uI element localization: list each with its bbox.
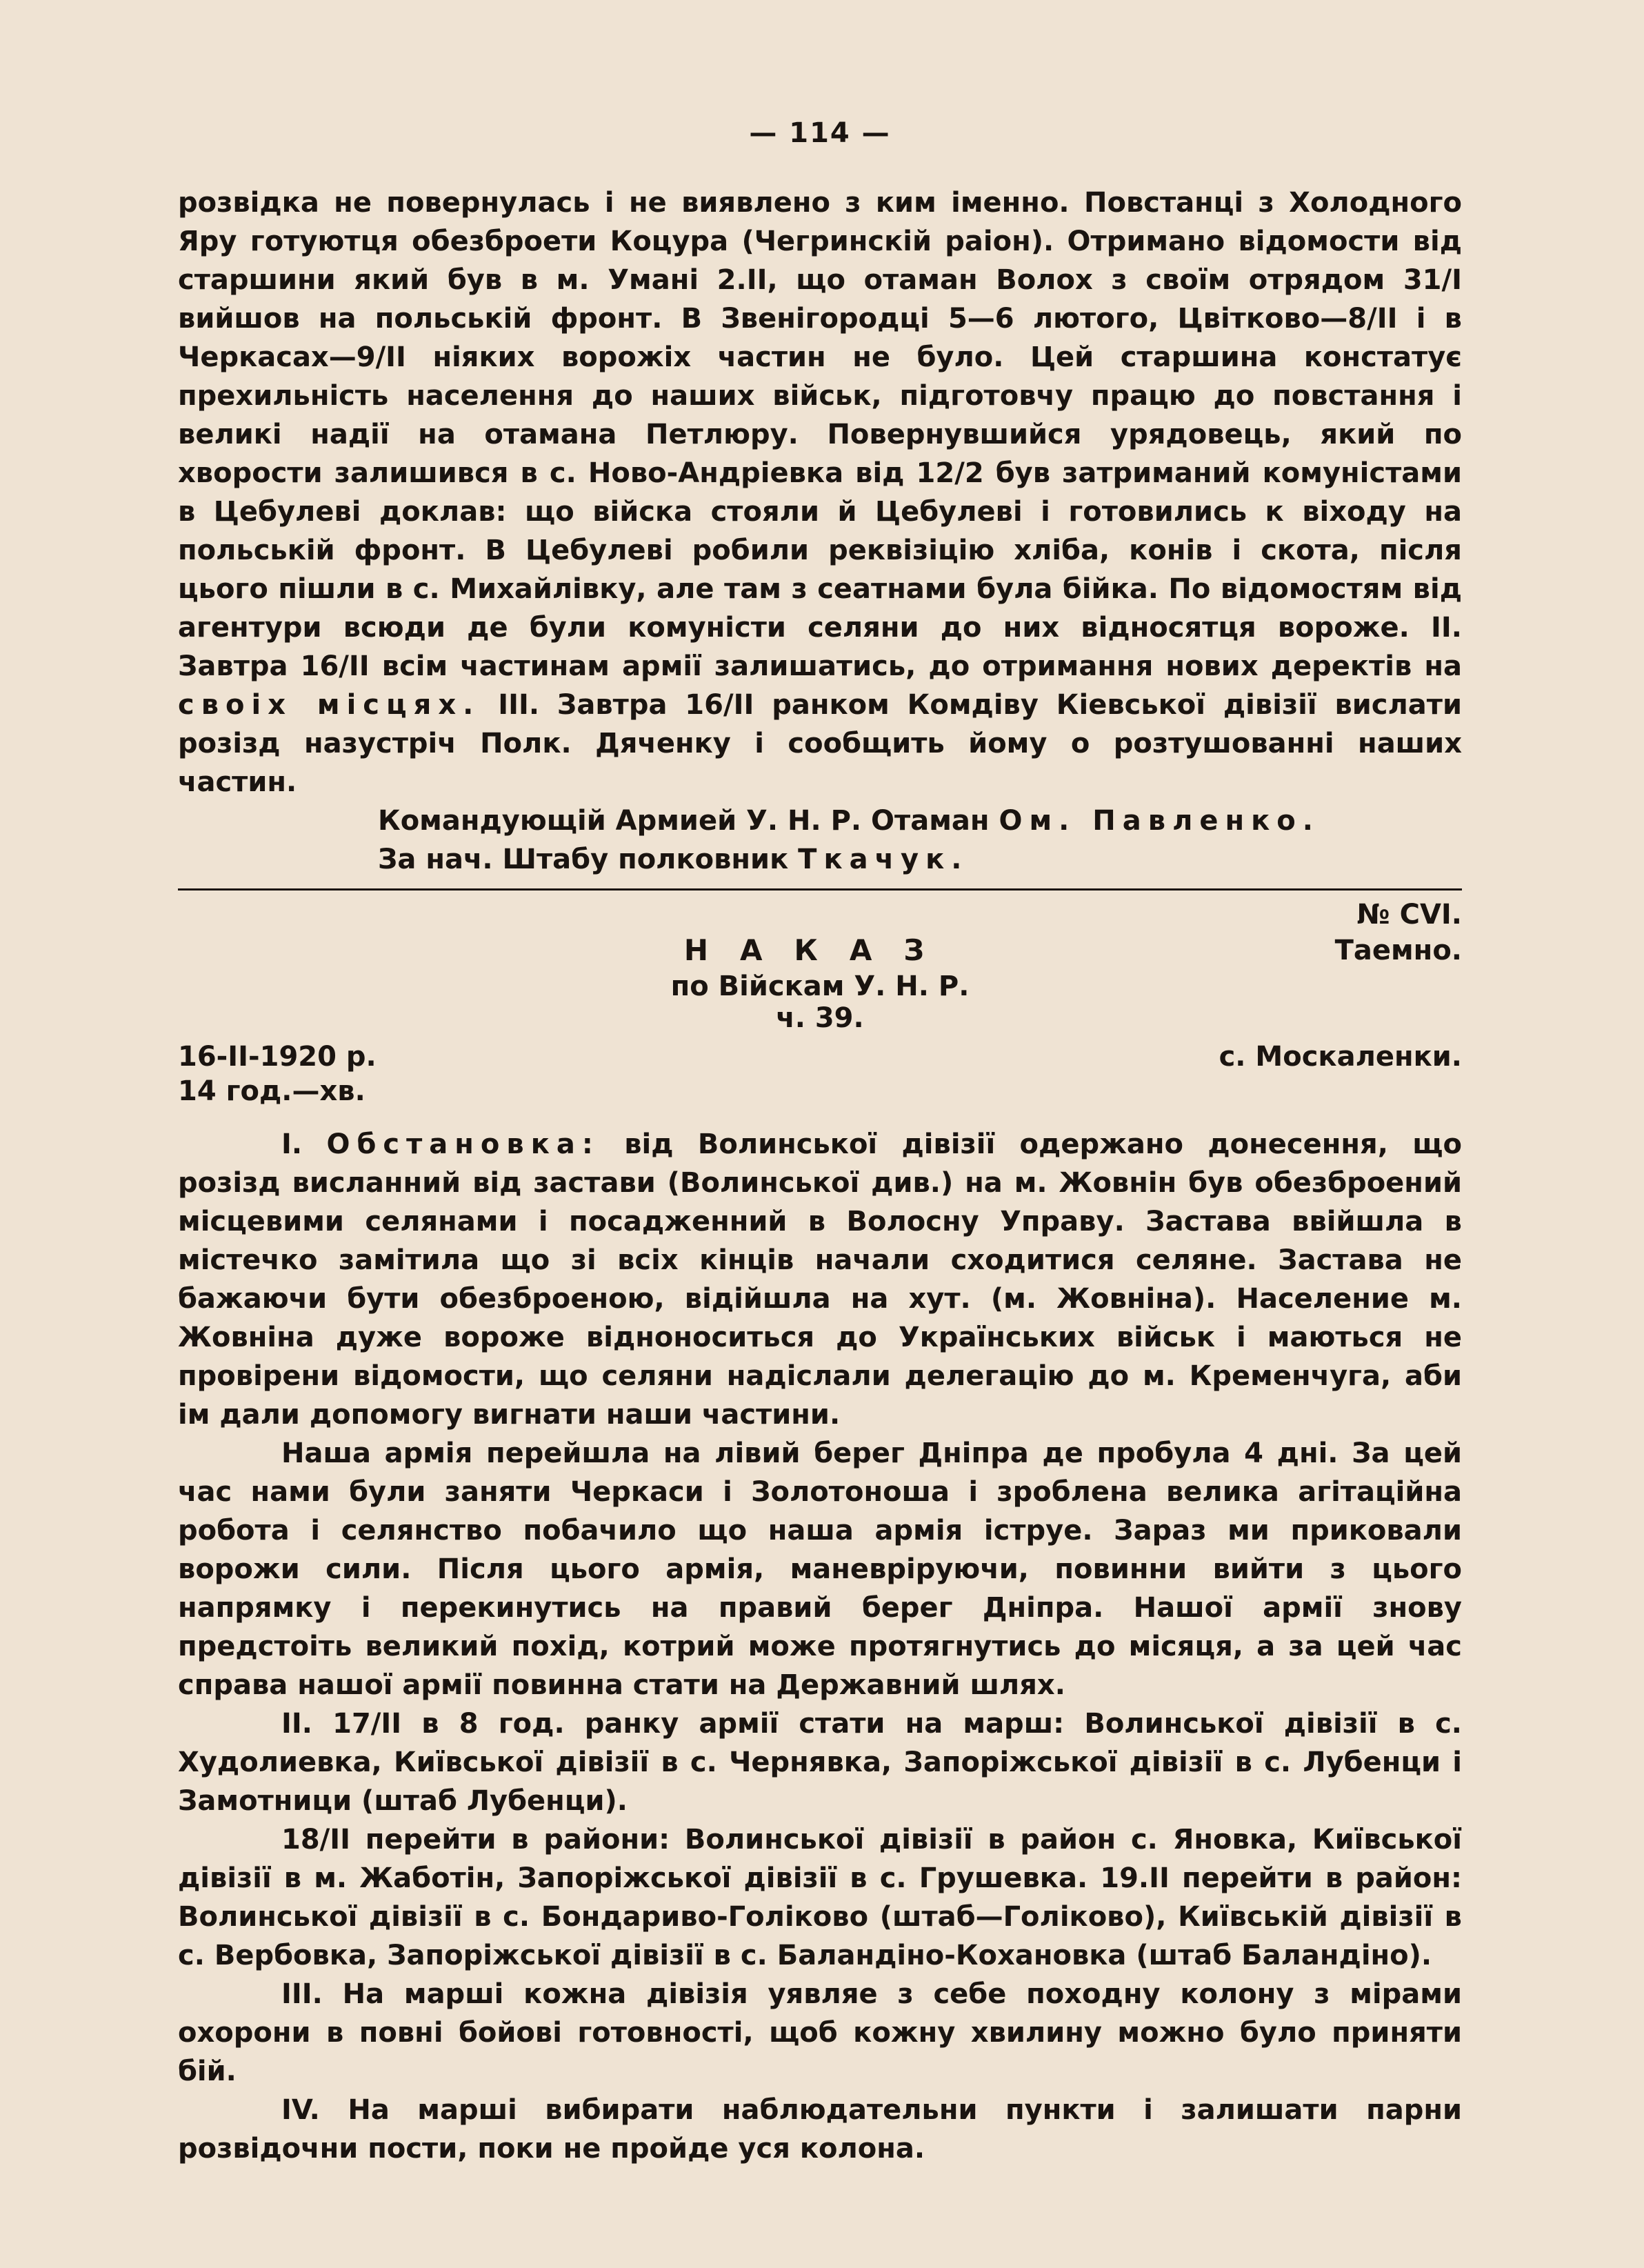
situation-heading: Обстановка: <box>326 1128 600 1160</box>
page-number: — 114 — <box>749 117 891 149</box>
order-body <box>178 1125 1462 2168</box>
signature-commander-title: Командующій Армией У. Н. Р. Отаман <box>378 805 990 837</box>
order-paragraph-observation-posts: IV. На марші вибирати наблюдательни пункти і залишати парни розвідочни пости, поки не пройде уся колона. <box>178 2094 1462 2165</box>
order-paragraph-situation <box>178 1125 1462 1434</box>
order-paragraph-march-17: II. 17/II в 8 год. ранку армії стати на марш: Волинської дівізії в с. Худолиевка, Київської дівізії в с. Чернявка, Запоріжської дівізії в с. Лубенци і Замотници (штаб Лубенци). <box>178 1708 1462 1817</box>
situation-text: від Волинської дівізії одержано донесення, що розізд висланний від застави (Волинської див.) на м. Жовнін був обезброений місцевими селянами і посадженний в Волосну Управу. Застава ввійшла в містечко замітила що зі всіх кінців начали сходитися селяне. Застава не бажаючи бути обезброеною, відійшла на хут. (м. Жовніна). Население м. Жовніна дуже вороже відноноситься до Українських військ і маються не провірени відомости, що селяни надіслали делегацію до м. Кременчуга, аби ім дали допомогу вигнати наши частини. <box>178 1128 1462 1431</box>
order-place: с. Москаленки. <box>1219 1041 1462 1073</box>
signature-staff-name: Ткачук. <box>798 844 969 875</box>
signature-block <box>178 802 1462 879</box>
previous-order-text-tail: III. Завтра 16/II ранком Комдіву Кіевської дівізії вислати розізд назустріч Полк. Дяченку і сообщить йому о розтушованні наших частин. <box>178 689 1462 798</box>
situation-section-number: I. <box>281 1128 303 1160</box>
order-time: 14 год.—хв. <box>178 1075 365 1107</box>
signature-staff-title: За нач. Штабу полковник <box>378 844 789 875</box>
order-title: НАКАЗ <box>683 933 956 967</box>
order-header <box>178 897 1462 1107</box>
section-divider <box>178 888 1462 891</box>
order-date: 16-II-1920 р. <box>178 1041 377 1073</box>
order-paragraph-march-18-19: 18/II перейти в райони: Волинської дівізії в район с. Яновка, Київської дівізії в м. Жаботін, Запоріжської дівізії в с. Грушевка. 19.II перейти в район: Волинської дівізії в с. Бондариво-Голіково (штаб—Голіково), Київській дівізії в с. Вербовка, Запоріжської дівізії в с. Баландіно-Кохановка (штаб Баландіно). <box>178 1824 1462 1971</box>
previous-order-spaced-words: своіх місцях. <box>178 689 481 721</box>
previous-order-paragraph <box>178 183 1462 802</box>
document-page <box>178 117 1462 2168</box>
previous-order-text: розвідка не повернулась і не виявлено з ким іменно. Повстанці з Холодного Яру готуютця обезброети Коцура (Чегринскій раіон). Отримано відомости від старшини який був в м. Умані 2.II, що отаман Волох з своїм отрядом 31/I вийшов на польській фронт. В Звенігородці 5—6 лютого, Цвітково—8/II і в Черкасах—9/II ніяких ворожіх частин не було. Цей старшина констатує прехильність населення до наших військ, підготовчу працю до повстання і великі надії на отамана Петлюру. Повернувшийся урядовець, який по хворости залишився в с. Ново-Андріевка від 12/2 був затриманий комуністами в Цебулеві доклав: що війска стояли й Цебулеві і готовились к віходу на польській фронт. В Цебулеві робили реквізіцію хліба, конів і скота, після цього пішли в с. Михайлівку, але там з сеатнами була бійка. По відомостям від агентури всюди де були комуністи селяни до них відносятця вороже. II. Завтра 16/II всім частинам армії залишатись, до отримання нових деректів на <box>178 187 1462 682</box>
order-number: № CVI. <box>1356 899 1462 931</box>
signature-commander-name: Ом. Павленко. <box>999 805 1320 837</box>
order-subtitle: по Війскам У. Н. Р. <box>670 971 970 1002</box>
order-paragraph-army-status: Наша армія перейшла на лівий берег Дніпра де пробула 4 дні. За цей час нами були заняти Черкаси і Золотоноша і зроблена велика агітаційна робота і селянство побачило що наша армія іструе. Зараз ми приковали ворожи сили. Після цього армія, маневріруючи, повинни вийти з цього напрямку і перекинутись на правий берег Дніпра. Нашої армії знову предстоіть великий похід, котрий може протягнутись до місяця, а за цей час справа нашої армії повинна стати на Державний шлях. <box>178 1438 1462 1701</box>
signature-line-commander <box>378 802 1462 840</box>
order-part-number: ч. 39. <box>776 1002 864 1034</box>
order-paragraph-march-security: III. На марші кожна дівізія уявляе з себе походну колону з мірами охорони в повні бойові готовності, щоб кожну хвилину можно було приняти бій. <box>178 1978 1462 2087</box>
order-classification: Таемно. <box>1334 935 1462 966</box>
signature-line-staff <box>378 840 1462 879</box>
